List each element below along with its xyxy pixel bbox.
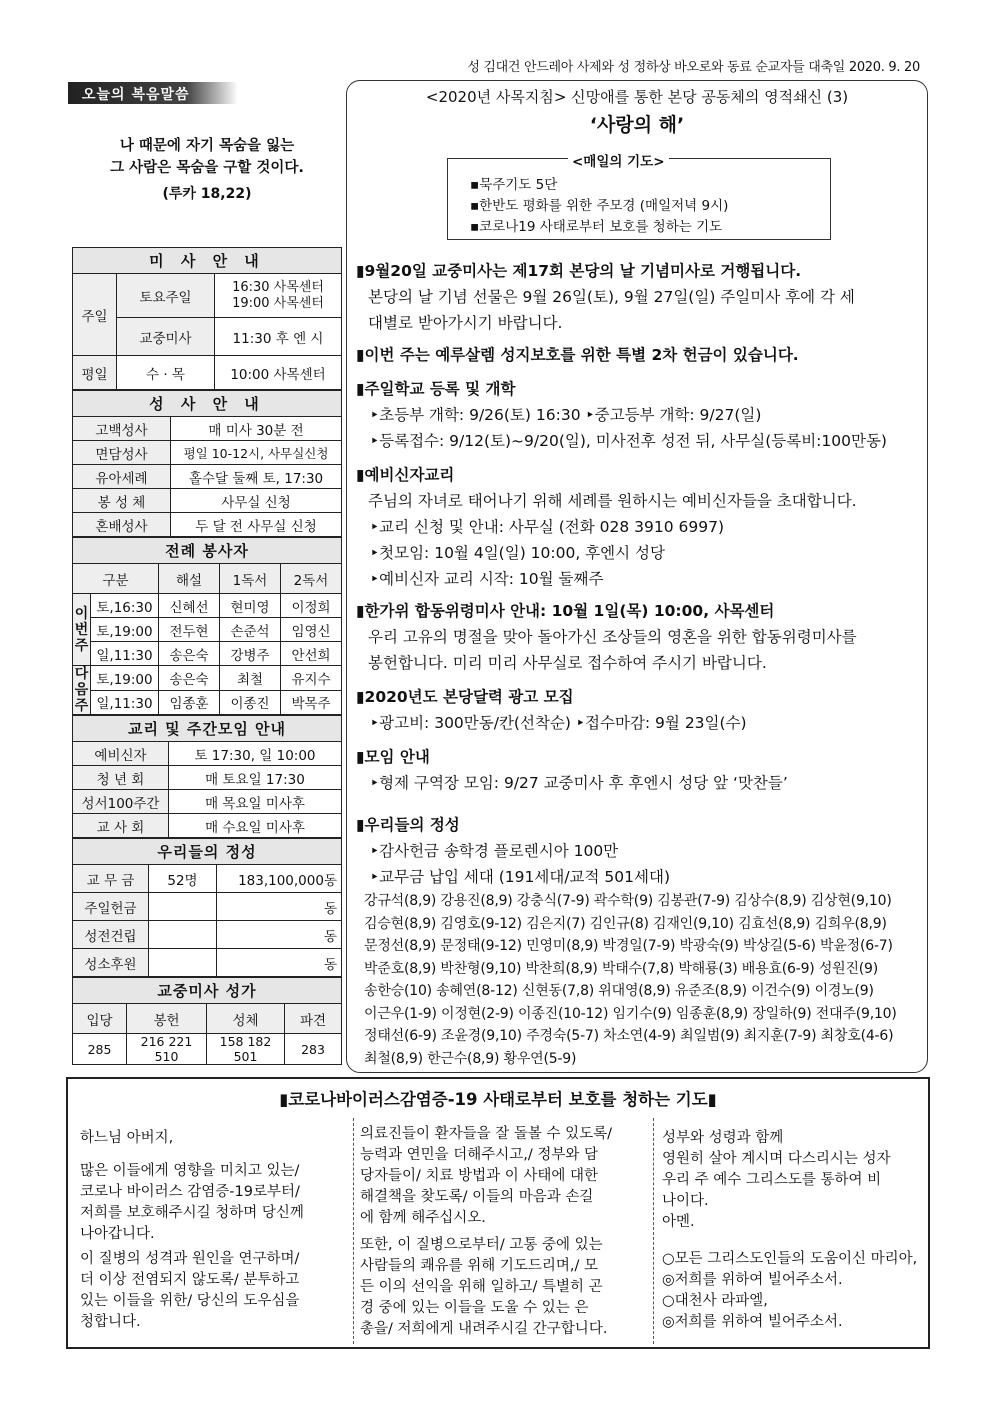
prayer-line: ○모든 그리스도인들의 도움이신 마리아, [662,1251,918,1267]
news-heading: ▮우리들의 정성 [356,816,460,834]
prayer-item: ▪한반도 평화를 위한 주모경 (매일저녁 9시) [470,198,729,214]
sacrament-info: 평일 10-12시, 사무실신청 [171,441,342,465]
liturgy-cell: 최철 [220,666,281,691]
prayer-line: 아멘. [662,1214,695,1230]
meeting-name: 교 사 회 [73,814,169,838]
donor-line: 박준호(8,9) 박찬형(9,10) 박찬희(8,9) 박태수(7,8) 박해룡(3) 배용효(6-9) 성원진(9) [364,960,879,977]
sat-time-1: 16:30 사목센터 [232,279,324,295]
covid-prayer-col-1 [80,1128,348,1348]
liturgy-cell: 강병주 [220,642,281,666]
spacer [80,1149,348,1161]
news-heading: ▮모임 안내 [356,748,430,766]
news-line: ‣예비신자 교리 시작: 10월 둘째주 [370,570,604,588]
liturgy-time: 토,19:00 [91,618,159,642]
liturgy-head: 해설 [159,564,220,594]
liturgy-time: 토,19:00 [91,666,159,691]
liturgy-table [72,537,342,715]
prayer-line: 경 중에 있는 이들을 도울 수 있는 은 [360,1300,589,1316]
news-item-memorial-mass [356,598,922,676]
news-item-offerings [356,812,922,890]
donor-line: 이근우(1-9) 이정현(2-9) 이종진(10-12) 임기수(9) 임종훈(8,9) 장일하(9) 전대주(9,10) [364,1005,897,1022]
offering-count [149,893,217,921]
offering-amount: 동 [217,949,342,977]
prayer-line: 사람들의 쾌유를 위해 기도드리며,/ 모 [360,1258,599,1274]
liturgy-cell: 박목주 [281,690,342,715]
news-line: ‣첫모임: 10월 4일(일) 10:00, 후엔시 성당 [370,544,665,562]
liturgy-time: 일,11:30 [91,690,159,715]
news-heading: ▮주일학교 등록 및 개학 [356,380,516,398]
news-line: 대별로 받아가시기 바랍니다. [368,314,563,332]
column-divider [353,1118,354,1344]
prayer-line: 총을/ 저희에게 내려주시길 간구합니다. [360,1321,608,1337]
meeting-title: 교리 및 주간모임 안내 [73,716,342,742]
daily-prayer-list [470,175,728,238]
prayer-line: 당자들이/ 치료 방법과 이 사태에 대한 [360,1168,599,1184]
gospel-line-1: 나 때문에 자기 목숨을 잃는 [119,138,295,154]
liturgy-time: 일,11:30 [91,642,159,666]
donor-names [364,890,924,1070]
parish-time: 11:30 후 엔 시 [215,318,342,356]
news-line: 주님의 자녀로 태어나기 위해 세례를 원하시는 예비신자들을 초대합니다. [368,492,857,510]
prayer-line: 청합니다. [80,1314,141,1330]
news-item-collection [356,342,922,368]
meeting-time: 매 토요일 17:30 [169,766,342,790]
offering-title: 우리들의 정성 [73,839,342,865]
offering-amount: 183,100,000동 [217,865,342,893]
left-info-column [72,247,342,1065]
news-heading: ▮9월20일 교중미사는 제17회 본당의 날 기념미사로 거행됩니다. [356,262,802,280]
meeting-time: 매 목요일 미사후 [169,790,342,814]
news-line: ‣형제 구역장 모임: 9/27 교중미사 후 후엔시 성당 앞 ‘맛찬들’ [370,774,788,792]
news-heading: ▮2020년도 본당달력 광고 모집 [356,688,574,706]
choir-value: 283 [285,1034,342,1065]
liturgy-cell: 이정희 [281,594,342,618]
liturgy-cell: 유지수 [281,666,342,691]
choir-head: 입당 [73,1004,127,1034]
prayer-line: 영원히 살아 계시며 다스리시는 성자 [662,1151,891,1167]
news-line: ‣감사헌금 송학경 플로렌시아 100만 [370,842,619,860]
news-heading: ▮한가위 합동위령미사 안내: 10월 1일(목) 10:00, 사목센터 [356,602,775,620]
sacrament-title: 성 사 안 내 [73,391,342,417]
covid-prayer-col-3 [662,1128,924,1348]
offering-name: 성소후원 [73,949,149,977]
news-heading: ▮예비신자교리 [356,466,455,484]
meeting-table [72,715,342,838]
sacrament-name: 봉 성 체 [73,489,171,513]
sacrament-table [72,390,342,537]
liturgy-cell: 임영신 [281,618,342,642]
prayer-line: 또한, 이 질병으로부터/ 고통 중에 있는 [360,1237,603,1253]
weekday-label: 평일 [73,356,117,390]
sacrament-name: 혼배성사 [73,513,171,537]
liturgy-cell: 현미영 [220,594,281,618]
prayer-line: 이 질병의 성격과 원인을 연구하며/ [80,1251,300,1267]
meeting-name: 예비신자 [73,742,169,766]
prayer-line: ◎저희를 위하여 빌어주소서. [662,1272,843,1288]
donor-line: 송한승(10) 송혜연(8-12) 신현동(7,8) 위대영(8,9) 유준조(8,9) 이건수(9) 이경노(9) [364,983,874,999]
liturgy-head: 1독서 [220,564,281,594]
choir-value: 285 [73,1034,127,1065]
sat-label: 토요주일 [117,274,215,318]
meeting-time: 매 수요일 미사후 [169,814,342,838]
offering-name: 성전건립 [73,921,149,949]
spacer [662,1233,924,1249]
prayer-item: ▪코로나19 사태로부터 보호를 청하는 기도 [470,219,723,235]
prayer-line: 해결책을 찾도록/ 이들의 마음과 손길 [360,1189,594,1205]
prayer-line: 나이다. [662,1193,709,1209]
next-week-label: 다음주 [73,666,91,715]
liturgy-head: 구분 [73,564,159,594]
sunday-label: 주일 [73,274,117,356]
news-line: 봉헌합니다. 미리 미리 사무실로 접수하여 주시기 바랍니다. [368,654,767,672]
liturgy-cell: 안선희 [281,642,342,666]
this-week-label: 이번주 [73,594,91,666]
gospel-verse [72,135,342,179]
donor-line: 최철(8,9) 한근수(8,9) 황우연(5-9) [364,1050,577,1067]
prayer-line: ◎저희를 위하여 빌어주소서. [662,1314,843,1330]
news-line: ‣초등부 개학: 9/26(토) 16:30 ‣중고등부 개학: 9/27(일) [370,406,762,424]
prayer-line: 나아갑니다. [80,1226,155,1242]
donor-line: 정태선(6-9) 조윤경(9,10) 주경숙(5-7) 차소연(4-9) 최일범(9) 최지훈(7-9) 최창호(4-6) [364,1028,894,1044]
gospel-reference: (루카 18,22) [162,186,252,202]
meeting-name: 성서100주간 [73,790,169,814]
news-heading: ▮이번 주는 예루살렘 성지보호를 위한 특별 2차 헌금이 있습니다. [356,346,799,364]
offering-name: 주일헌금 [73,893,149,921]
liturgy-cell: 이종진 [220,690,281,715]
sacrament-info: 홀수달 둘째 토, 17:30 [171,465,342,489]
news-item-parish-day [356,258,922,336]
offering-table [72,838,342,977]
liturgy-cell: 신혜선 [159,594,220,618]
prayer-line: 능력과 연민을 더해주시고,/ 정부와 담 [360,1147,599,1163]
choir-title: 교중미사 성가 [73,978,342,1004]
prayer-item: ▪묵주기도 5단 [470,177,558,193]
offering-amount: 동 [217,893,342,921]
sacrament-name: 유아세례 [73,465,171,489]
offering-name: 교 무 금 [73,865,149,893]
gospel-line-2: 그 사람은 목숨을 구할 것이다. [110,160,304,176]
liturgy-cell: 전두현 [159,618,220,642]
news-line: ‣광고비: 300만동/칸(선착순) ‣접수마감: 9월 23일(수) [370,714,747,732]
prayer-line: 있는 이들을 위한/ 당신의 도우심을 [80,1293,300,1309]
donor-line: 문정선(8,9) 문정태(9-12) 민영미(8,9) 박경일(7-9) 박광숙(9) 박상길(5-6) 박윤정(6-7) [364,938,893,954]
donor-line: 김승현(8,9) 김영호(9-12) 김은지(7) 김인규(8) 김재인(9,10) 김효선(8,9) 김희우(8,9) [364,915,887,932]
news-item-meeting [356,744,922,796]
offering-amount: 동 [217,921,342,949]
news-item-sunday-school [356,376,922,454]
news-line: ‣교리 신청 및 안내: 사무실 (전화 028 3910 6997) [370,518,725,536]
covid-prayer-col-2 [360,1124,648,1344]
prayer-line: 많은 이들에게 영향을 미치고 있는/ [80,1163,300,1179]
sat-time-2: 19:00 사목센터 [232,295,324,311]
liturgy-title: 전례 봉사자 [73,538,342,564]
weekday-time: 10:00 사목센터 [215,356,342,390]
choir-head: 파견 [285,1004,342,1034]
liturgy-cell: 송은숙 [159,666,220,691]
gospel-tag: 오늘의 복음말씀 [68,82,238,104]
sacrament-name: 고백성사 [73,417,171,441]
prayer-line: 하느님 아버지, [80,1130,174,1146]
news-line: 우리 고유의 명절을 맞아 돌아가신 조상들의 영혼을 위한 합동위령미사를 [368,628,857,646]
liturgy-cell: 임종훈 [159,690,220,715]
donor-line: 강규석(8,9) 강용진(8,9) 강충식(7-9) 곽수학(9) 김봉관(7-9) 김상수(8,9) 김상현(9,10) [364,893,892,909]
prayer-line: 저희를 보호해주시길 청하며 당신께 [80,1205,304,1221]
liturgy-cell: 손준석 [220,618,281,642]
offering-count: 52명 [149,865,217,893]
news-line: ‣등록접수: 9/12(토)~9/20(일), 미사전후 성전 뒤, 사무실(등록비:100만동) [370,432,887,450]
prayer-line: 의료진들이 환자들을 잘 돌볼 수 있도록/ [360,1126,613,1142]
parish-label: 교중미사 [117,318,215,356]
choir-value: 158 182 501 [207,1034,285,1065]
news-line: ‣교무금 납입 세대 (191세대/교적 501세대) [370,868,670,886]
choir-head: 봉헌 [127,1004,207,1034]
weekday-days: 수 · 목 [117,356,215,390]
choir-value: 216 221 510 [127,1034,207,1065]
sacrament-info: 두 달 전 사무실 신청 [171,513,342,537]
liturgy-cell: 송은숙 [159,642,220,666]
meeting-time: 토 17:30, 일 10:00 [169,742,342,766]
prayer-line: 더 이상 전염되지 않도록/ 분투하고 [80,1272,300,1288]
policy-subtitle: ‘사랑의 해’ [589,114,685,136]
choir-head: 성체 [207,1004,285,1034]
policy-title: <2020년 사목지침> 신망애를 통한 본당 공동체의 영적쇄신 (3) [425,88,849,106]
prayer-line: 우리 주 예수 그리스도를 통하여 비 [662,1172,882,1188]
column-divider [653,1118,654,1344]
sacrament-info: 사무실 신청 [171,489,342,513]
prayer-line: 든 이의 선익을 위해 일하고/ 특별히 곤 [360,1279,603,1295]
choir-table [72,977,342,1065]
daily-prayer-label: <매일의 기도> [568,150,669,170]
prayer-line: ○대천사 라파엘, [662,1293,768,1309]
sacrament-name: 면담성사 [73,441,171,465]
meeting-name: 청 년 회 [73,766,169,790]
offering-count [149,921,217,949]
covid-prayer-title: ▮코로나바이러스감염증-19 사태로부터 보호를 청하는 기도▮ [279,1090,717,1109]
prayer-line: 에 함께 해주십시오. [360,1210,486,1226]
prayer-line: 성부와 성령과 함께 [662,1130,784,1146]
liturgy-time: 토,16:30 [91,594,159,618]
news-line: 본당의 날 기념 선물은 9월 26일(토), 9월 27일(일) 주일미사 후에 각 세 [368,288,855,306]
liturgy-head: 2독서 [281,564,342,594]
mass-table [72,247,342,390]
prayer-line: 코로나 바이러스 감염증-19로부터/ [80,1184,300,1200]
mass-title: 미 사 안 내 [73,248,342,274]
offering-count [149,949,217,977]
news-item-catechumen [356,462,922,592]
news-item-calendar-ads [356,684,922,736]
sacrament-info: 매 미사 30분 전 [171,417,342,441]
header-date-line: 성 김대건 안드레아 사제와 성 정하상 바오로와 동료 순교자들 대축일 2020. 9. 20 [467,60,920,75]
